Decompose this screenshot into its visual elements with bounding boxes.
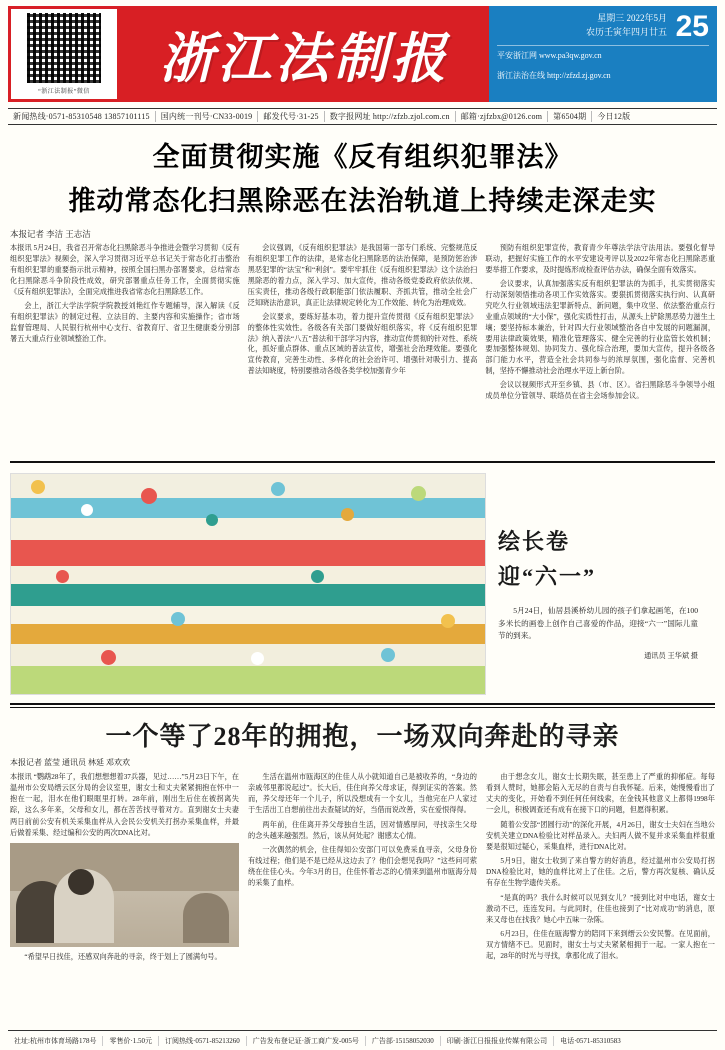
paragraph: “希望早日找佳，还感双向奔赴的寻亲，终于划上了圆满句号。 — [24, 952, 222, 961]
paragraph: 本报讯 “鹦鹉28年了，我们想想想着37兵器，见过……”5月23日下午，在温州市公安局缙云区分局的会议室里，谢女士和丈夫紧紧拥抱在怀中一抱在一起，泪水在他们眼眶里打转。28年前，刚出生后住在被拐离失踪，这么多年来，父母和女儿，都在苦苦找寻着对方。直到谢女士夫妻两日前前公安有机关采集血样从入会民公安机关打拐办采集血样，并最后做着采集、经过编和公安的两次DNA比对。 — [10, 773, 239, 837]
paragraph: 会议要求，认真加强落实反有组织犯罪法的为抓手，扎实贯彻落实行动深刻领悟推动各项工作实效落实。要狠抓贯彻落实执行向、认真研究吃久行业领域违法犯罪新特点、新问题，集中攻坚、依法整治重点行业重点领域的“大小保”，强化实质性打击，从源头上铲除黑恶势力滋生土壤；要坚持标本兼治，针对四大行业领域整治各自中发展的问题漏洞，要用法律政策效果，精准化管理落实、健全完善的行业监管长效机制；要加强整体规划、协同发力、强化综合治理，要加大宣传，提升各级各部门能力水平，营造全社会共同参与的浓厚氛围，强化监督、完善机制，坚持不懈推动社会治理水平迈上新台阶。 — [485, 279, 716, 376]
footer-printer: 印刷·浙江日报报业传媒有限公司 — [441, 1036, 554, 1046]
paragraph: 会上，浙江大学法学院学院教授刘艳红作专题辅导，深入解读《反有组织犯罪法》的制定过程、立法目的、主要内容和实施操作；省市场监督管理局、人民银行杭州中心支行、省教育厅、省卫生健康委分别部署五大重点行业领域整治工作。 — [10, 301, 240, 343]
info-email[interactable]: 邮箱·zjfzbx@0126.com — [456, 111, 548, 122]
bottom-story-columns — [0, 772, 725, 994]
footer-subscribe-hotline: 订阅热线·0571-85213260 — [159, 1036, 247, 1046]
footer-ad-license: 广告发布登记证·浙工商广发-005号 — [247, 1036, 366, 1046]
picture-feature — [0, 463, 725, 695]
masthead — [0, 0, 725, 108]
paragraph: “是真的吗？我什么时候可以见到女儿？”接到比对中电话，谢女士激动不已，连连发问。与此同时，住佳也接到了“比对成功”的消息，原来又母也在找我？她心中五味一杂陈。 — [486, 893, 715, 924]
headline-byline: 本报记者 李洁 王志洁 — [10, 229, 91, 239]
feature-caption-text: 5月24日，仙居县溪桥幼儿园的孩子们拿起画笔，在100多米长的画卷上创作自己喜爱的作品，迎接“六一”国际儿童节的到来。 — [498, 606, 698, 641]
lead-column-2 — [248, 243, 478, 453]
qr-block — [8, 6, 120, 102]
footer-address: 社址:杭州市体育场路178号 — [8, 1036, 103, 1046]
headline-line-1: 全面贯彻实施《反有组织犯罪法》 — [152, 142, 573, 172]
info-bar — [8, 108, 717, 125]
info-digital-url[interactable]: 数字报网址 http://zfzb.zjol.com.cn — [325, 111, 456, 122]
feature-photo-credit: 通讯员 王华斌 摄 — [644, 651, 698, 660]
footer-price: 零售价·1.50元 — [103, 1036, 159, 1046]
footer-phone: 电话·0571-85310583 — [560, 1036, 621, 1045]
lead-story-columns — [0, 243, 725, 453]
paragraph: 5月9日，谢女士收到了来自警方的好消息，经过温州市公安局打拐DNA检验比对，她的血样比对上了住佳。之后，警方再次复核、确认反有存在生物学遗传关系。 — [486, 857, 715, 888]
bottom-byline: 本报记者 蓝莹 通讯员 林延 邓欢欢 — [10, 758, 130, 767]
feature-title-line-1: 绘长卷 — [498, 529, 571, 554]
qr-caption: “浙江法制报”微信 — [38, 89, 90, 95]
main-headline — [0, 125, 725, 224]
paragraph: 会议强调，《反有组织犯罪法》是我国第一部专门系统、完整规范反有组织犯罪工作的法律，是常态化扫黑除恶的法治保障，是预防惩治涉黑恶犯罪的“法宝”和“利剑”。要牢牢抓住《反有组织犯罪法》这个法治扫黑除恶的着力点，深入学习、加大宣传，推动各级党委政府依法依规、压实责任，推动各级行政职能部门依法履职、齐抓共管，推动全社会广泛知晓法治意识，真正让法律规定转化为工作效能、转化为治理成效。 — [247, 244, 478, 307]
paragraph: 一次偶然的机会，住佳得知公安部门可以免费采血寻亲，父母身份有线过程；他们是不是已经从这边去了？他们会想见我吗？”这些问可萦绕在住佳心头。今年3月的日，住佳怀着忐忑的心情来到温州市瓯海分局的采集了血样。 — [248, 845, 477, 888]
page-footer — [8, 1030, 717, 1050]
paragraph: 生活在温州市瓯海区的住佳人从小就知道自己是被收养的，“身边的亲戚邻里都说起过”。长大后，佳住向养父母求证，得到证实的答案。然而，养父母还年一个儿子，所以没想成有一个女儿，当他完在户人家过于生活出工自想前往出去查疑试的好，当借而说改善，实在爱恨得得。 — [248, 773, 477, 815]
paragraph: 会议以视频形式开至乡镇、县（市、区）。省扫黑除恶斗争领导小组成员单位分管领导、联络员在省主会场参加会议。 — [485, 381, 716, 401]
bottom-column-3 — [486, 772, 715, 994]
masthead-title-block — [120, 6, 489, 102]
footer-ad-dept: 广告部·15158052030 — [366, 1036, 441, 1046]
info-hotline: 新闻热线·0571-85310548 13857101115 — [8, 111, 156, 122]
feature-caption-block — [498, 473, 698, 695]
reunion-photo — [10, 843, 239, 947]
qr-code-icon — [27, 13, 101, 83]
paragraph: 由于想念女儿，谢女士长期失眠，甚至患上了严重的抑郁症。每每看到人赞时，她都会陷入无尽的自责与自我怀疑。后来，她慢慢看出了丈夫的变化，开始看不到任何任何线索，在金钱其他意义上都得1998年一会儿，积极调查还有成有在接下口的问题，但愿得积累。 — [486, 773, 715, 815]
bottom-headline: 一个等了28年的拥抱，一场双向奔赴的寻亲 — [105, 722, 620, 751]
info-postal-code: 邮发代号·31-25 — [258, 111, 324, 122]
headline-line-2: 推动常态化扫黑除恶在法治轨道上持续走深走实 — [68, 186, 657, 216]
lead-column-1 — [10, 243, 240, 453]
bottom-column-1 — [10, 772, 239, 994]
issue-number: 25 — [675, 10, 709, 43]
info-cn-number: 国内统一刊号·CN33-0019 — [156, 111, 259, 122]
paragraph: 预防有组织犯罪宣传，教育青少年尊法学法守法用法。要强化督导联动，把握好实施工作的水平安建设考评以及2022年常态化扫黑除恶重要举措工作要求，及时提炼形成检查评估办法，确保全面有效落实。 — [485, 244, 716, 274]
childrens-scroll-painting — [10, 473, 486, 695]
lunar-date-line: 农历壬寅年四月廿五 — [585, 26, 667, 37]
info-pages: 今日12版 — [597, 112, 631, 121]
paragraph: 会议要求，要练好基本功，着力提升宣传贯彻《反有组织犯罪法》的整体性实效性。各级各有关部门要做好组织落实，将《反有组织犯罪法》纳入普法“八五”普法和干部学习内容，推动宣传贯彻的针对性、系统化，抓好重点群体、重点区域的普法宣传，增强社会治理效能。要强化宣传教育，完善生动性、多样化的社会治许可、增强针对吸引力、提高普法知晓度，特别要推动各级各类学校加强青少年 — [247, 312, 478, 376]
masthead-info-block — [489, 6, 717, 102]
feature-title-line-2: 迎“六一” — [498, 564, 597, 589]
paragraph: 本报讯 5月24日，我省召开常态化扫黑除恶斗争推进会暨学习贯彻《反有组织犯罪法》视频会，深入学习贯彻习近平总书记关于常态化打击整治有组织犯罪的重要指示批示精神，按照全国扫黑办部署要求，总结常态化扫黑除恶斗争阶段性成效，研究部署重点任务工作，全面贯彻实施《反有组织犯罪法》，全面完成推进我省常态化扫黑除恶工作。 — [10, 244, 240, 296]
bottom-column-2 — [248, 772, 477, 994]
paragraph: 6月23日，住佳在瓯海警方的陪同下来到缙云公安民警。在见面前，双方情绪不已。见面时，谢女士与丈夫紧紧相拥于一起。一家人抱在一起，28年的时光与寻找，拿那化成了泪水。 — [486, 930, 715, 961]
paragraph: 随着公安部“团圆行动”的深化开展，4月26日，谢女士夫妇在当地公安机关建立DNA检验比对样品录入。夫妇两人做不复并求采集血样很重要是很知过疑心，采集血样，进行DNA比对。 — [486, 820, 715, 851]
website-line-2[interactable]: 浙江法治在线 http://zfzd.zj.gov.cn — [497, 70, 611, 80]
date-line: 星期三 2022年5月 — [597, 13, 667, 23]
section-divider-2 — [10, 703, 715, 705]
newspaper-title: 浙江法制报 — [159, 28, 450, 89]
info-issue: 第6504期 — [548, 111, 592, 122]
paragraph: 两年前，住佳离开养父母独自生活，因对情感厚问，寻找亲生父母的念头越来越强烈。然后，该从何处起？谢感太心情。 — [248, 820, 477, 840]
lead-column-3 — [485, 243, 715, 453]
website-line-1[interactable]: 平安浙江网 www.pa3qw.gov.cn — [497, 45, 709, 63]
